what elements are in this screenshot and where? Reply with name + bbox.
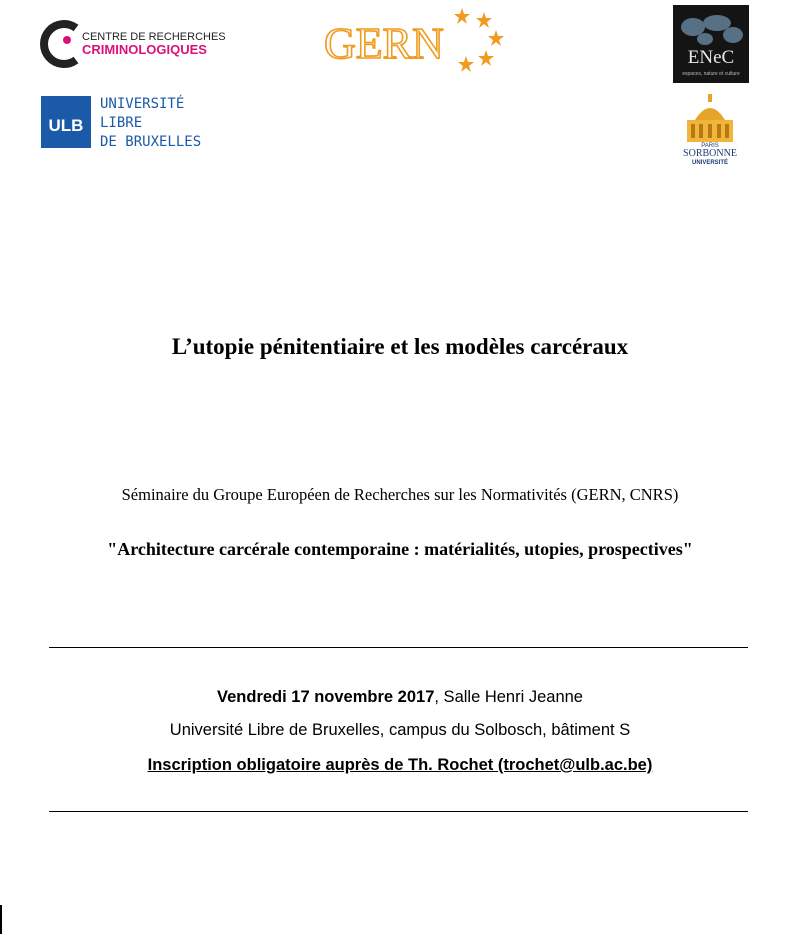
divider-top: [49, 647, 748, 648]
sorbonne-line1: PARIS: [701, 143, 719, 149]
star-icon: [454, 8, 504, 72]
ulb-mark: ULB: [48, 116, 84, 135]
page-edge-mark: [0, 905, 2, 934]
sorbonne-line2: SORBONNE: [683, 148, 737, 159]
ulb-line2: LIBRE: [100, 115, 143, 131]
crim-c-icon: [36, 16, 236, 72]
seminar-subtitle: "Architecture carcérale contemporaine : matérialités, utopies, prospectives": [107, 539, 693, 559]
enec-wordmark: ENeC: [687, 47, 735, 68]
ulb-line1: UNIVERSITÉ: [100, 96, 185, 112]
world-map-icon: [681, 15, 743, 45]
ulb-logo: [40, 93, 230, 153]
enec-logo: [673, 5, 749, 83]
page-title: L’utopie pénitentiaire et les modèles carcéraux: [171, 334, 629, 359]
event-venue: Université Libre de Bruxelles, campus du Solbosch, bâtiment S: [169, 721, 631, 739]
sorbonne-line3: UNIVERSITÉ: [691, 160, 729, 166]
registration-notice: [0, 756, 800, 775]
gern-logo: [320, 4, 505, 72]
event-date: Vendredi 17 novembre 2017: [217, 688, 435, 706]
registration-text: Inscription obligatoire auprès de Th. Rochet (trochet@ulb.ac.be): [147, 756, 653, 774]
gern-wordmark: GERN: [324, 19, 444, 68]
event-room: , Salle Henri Jeanne: [434, 688, 583, 706]
sorbonne-logo: [665, 92, 755, 167]
crim-line1: CENTRE DE RECHERCHES: [82, 31, 226, 43]
ulb-line3: DE BRUXELLES: [100, 134, 202, 150]
sorbonne-dome-icon: [687, 94, 733, 142]
seminar-description: Séminaire du Groupe Européen de Recherches sur les Normativités (GERN, CNRS): [121, 485, 679, 504]
crim-logo: [36, 16, 236, 72]
event-date-line: [0, 688, 800, 707]
crim-line2: CRIMINOLOGIQUES: [82, 42, 207, 57]
divider-bottom: [49, 811, 748, 812]
enec-tagline: espaces, nature et culture: [682, 71, 740, 77]
